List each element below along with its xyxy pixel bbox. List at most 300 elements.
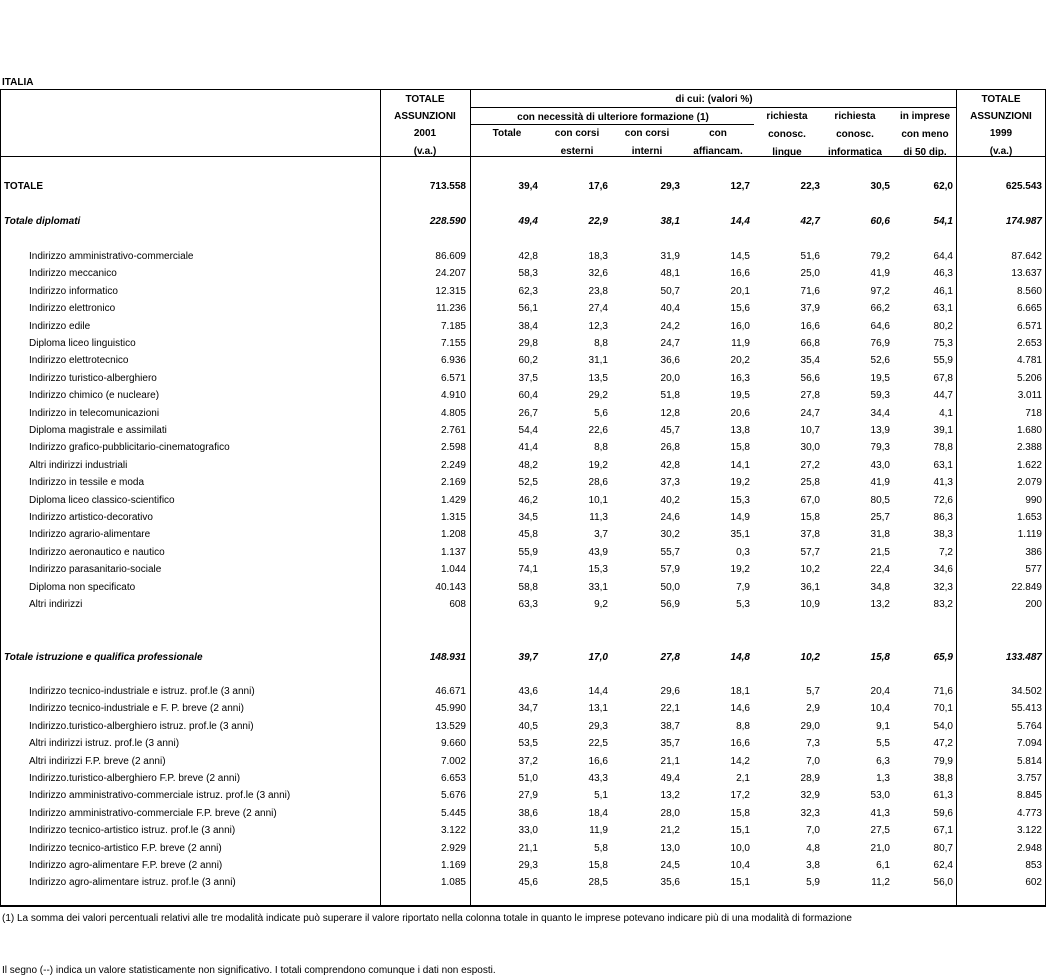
row-istruzione-value: 61,3	[933, 790, 953, 802]
row-istruzione-value: 70,1	[933, 703, 953, 715]
row-istruzione-value: 55.413	[1011, 703, 1042, 715]
row-istruzione-value: 27,5	[870, 825, 890, 837]
row-istruzione-value: 59,6	[933, 807, 953, 819]
row-diplomati-label: Indirizzo in telecomunicazioni	[29, 407, 160, 419]
row-istruzione-value: 853	[1025, 860, 1042, 871]
row-diplomati-value: 30,2	[660, 529, 680, 541]
row-diplomati-value: 6.571	[440, 372, 466, 384]
row-diplomati-value: 22,6	[588, 425, 608, 436]
row-istruzione-value: 2,1	[736, 773, 750, 784]
formazione-underline	[470, 124, 754, 125]
row-istruzione-label: Indirizzo tecnico-industriale e F. P. breve (2 anni)	[29, 703, 244, 715]
row-istruzione-label: Indirizzo tecnico-artistico F.P. breve (2 anni)	[29, 842, 222, 854]
row-diplomati-value: 10,7	[800, 425, 820, 436]
row-diplomati-value: 15,8	[730, 442, 750, 454]
row-istruzione-value: 5.676	[440, 790, 466, 802]
row-istruzione-value: 3.122	[440, 825, 466, 837]
row-diplomati-value: 51,8	[660, 390, 680, 402]
row-totale-value: 625.543	[1005, 181, 1042, 192]
row-diplomati-value: 41,4	[518, 442, 538, 454]
row-diplomati-value: 43,9	[588, 546, 608, 558]
row-istruzione-value: 20,4	[870, 686, 890, 697]
row-diplomati-value: 11,3	[589, 512, 608, 523]
row-diplomati-value: 19,5	[870, 372, 890, 384]
row-istruzione-value: 4.773	[1016, 807, 1042, 819]
row-diplomati-value: 24,2	[660, 320, 680, 332]
table-top-border	[0, 89, 1046, 90]
row-diplomati-value: 14,5	[730, 251, 750, 262]
row-diplomati-value: 37,5	[518, 372, 538, 384]
row-istruzione-value: 49,4	[660, 773, 680, 784]
row-diplomati-value: 79,2	[870, 251, 890, 262]
row-istruzione-value: 7.094	[1016, 738, 1042, 750]
row-totale-istruzione-value: 10,2	[800, 652, 820, 663]
row-diplomati-value: 43,0	[870, 459, 890, 471]
row-diplomati-value: 24,7	[660, 338, 680, 349]
row-istruzione-label: Indirizzo amministrativo-commerciale F.P. breve (2 anni)	[29, 807, 277, 819]
row-istruzione-value: 9.660	[440, 738, 466, 750]
row-istruzione-value: 14,6	[730, 703, 750, 715]
row-diplomati-label: Indirizzo aeronautico e nautico	[29, 546, 165, 558]
row-diplomati-value: 60,4	[518, 390, 538, 402]
row-diplomati-value: 36,6	[660, 355, 680, 367]
row-diplomati-label: Indirizzo artistico-decorativo	[29, 512, 153, 523]
row-diplomati-value: 34,4	[870, 407, 890, 419]
row-totale-value: 22,3	[800, 181, 820, 192]
row-diplomati-label: Diploma magistrale e assimilati	[29, 425, 167, 436]
row-diplomati-value: 56,1	[518, 303, 538, 315]
row-istruzione-value: 18,4	[588, 807, 608, 819]
row-diplomati-value: 5.206	[1016, 372, 1042, 384]
row-istruzione-value: 38,8	[933, 773, 953, 784]
row-diplomati-value: 10,1	[588, 494, 608, 506]
row-diplomati-value: 86,3	[933, 512, 953, 523]
row-istruzione-value: 35,7	[660, 738, 680, 750]
row-diplomati-value: 33,1	[588, 581, 608, 593]
row-diplomati-value: 62,3	[518, 285, 538, 297]
row-totale-diplomati-label: Totale diplomati	[4, 216, 81, 227]
row-diplomati-label: Indirizzo elettrotecnico	[29, 355, 129, 367]
row-istruzione-value: 1.085	[440, 877, 466, 889]
row-diplomati-value: 577	[1025, 564, 1042, 576]
row-istruzione-value: 7,3	[806, 738, 820, 750]
row-istruzione-value: 2.948	[1016, 842, 1042, 854]
row-istruzione-value: 15,8	[588, 860, 608, 871]
row-totale-value: 713.558	[429, 181, 466, 192]
row-diplomati-value: 56,9	[660, 599, 680, 610]
row-istruzione-label: Altri indirizzi F.P. breve (2 anni)	[29, 755, 166, 767]
row-diplomati-value: 990	[1025, 494, 1042, 506]
row-istruzione-value: 4,8	[806, 842, 820, 854]
row-diplomati-value: 46,1	[933, 285, 953, 297]
header-richiesta-lingue: richiesta	[766, 111, 808, 122]
row-diplomati-value: 1.119	[1017, 529, 1042, 541]
row-diplomati-value: 8.560	[1016, 285, 1042, 297]
row-totale-diplomati-value: 14,4	[730, 216, 750, 227]
row-istruzione-value: 7.002	[440, 755, 466, 767]
row-diplomati-value: 76,9	[870, 338, 890, 349]
header-totale-1999-line: ASSUNZIONI	[970, 111, 1032, 122]
row-diplomati-value: 7.185	[440, 320, 466, 332]
row-istruzione-value: 21,1	[518, 842, 538, 854]
row-diplomati-value: 16,3	[730, 372, 750, 384]
row-diplomati-label: Indirizzo turistico-alberghiero	[29, 372, 157, 384]
row-diplomati-value: 20,1	[730, 285, 750, 297]
header-richiesta-lingue: conosc.	[768, 129, 806, 140]
header-imprese: in imprese	[899, 111, 951, 122]
row-diplomati-value: 20,2	[730, 355, 750, 367]
row-diplomati-value: 42,8	[660, 459, 680, 471]
row-diplomati-value: 24,6	[660, 512, 680, 523]
row-diplomati-value: 8,8	[594, 338, 608, 349]
row-diplomati-label: Indirizzo grafico-pubblicitario-cinematografico	[29, 442, 230, 454]
row-totale-diplomati-value: 38,1	[660, 216, 680, 227]
row-diplomati-value: 35,1	[730, 529, 750, 541]
row-diplomati-value: 29,2	[588, 390, 608, 402]
row-diplomati-value: 48,1	[660, 268, 680, 280]
row-diplomati-value: 9,2	[594, 599, 608, 610]
row-diplomati-value: 6.571	[1016, 320, 1042, 332]
row-istruzione-value: 16,6	[588, 755, 608, 767]
row-diplomati-value: 35,4	[800, 355, 820, 367]
row-diplomati-value: 42,8	[518, 251, 538, 262]
row-diplomati-value: 18,3	[588, 251, 608, 262]
row-diplomati-value: 2.761	[440, 425, 466, 436]
row-istruzione-value: 21,2	[660, 825, 680, 837]
row-diplomati-value: 11.236	[436, 303, 466, 315]
header-totale-2001-line: TOTALE	[405, 94, 445, 105]
row-diplomati-value: 79,3	[870, 442, 890, 454]
row-totale-diplomati-value: 49,4	[518, 216, 538, 227]
row-diplomati-value: 50,0	[660, 581, 680, 593]
row-diplomati-value: 71,6	[800, 285, 820, 297]
row-diplomati-value: 4,1	[939, 407, 953, 419]
row-diplomati-value: 15,3	[730, 494, 750, 506]
row-diplomati-value: 32,3	[933, 581, 953, 593]
row-diplomati-value: 37,3	[660, 477, 680, 489]
header-totale-2001-line: ASSUNZIONI	[394, 111, 456, 122]
row-diplomati-value: 1.315	[440, 512, 466, 523]
row-diplomati-value: 55,9	[518, 546, 538, 558]
row-diplomati-value: 19,5	[730, 390, 750, 402]
row-diplomati-value: 2.249	[440, 459, 466, 471]
row-istruzione-value: 62,4	[933, 860, 953, 871]
row-diplomati-value: 34,8	[870, 581, 890, 593]
row-istruzione-value: 2,9	[806, 703, 820, 715]
row-diplomati-value: 1.680	[1016, 425, 1042, 436]
row-diplomati-value: 13,2	[870, 599, 890, 610]
row-istruzione-value: 10,4	[870, 703, 890, 715]
header-bottom-border	[0, 156, 1046, 157]
row-diplomati-value: 16,6	[730, 268, 750, 280]
row-diplomati-value: 40,2	[660, 494, 680, 506]
row-totale-value: 62,0	[933, 181, 953, 192]
row-istruzione-value: 15,1	[730, 825, 750, 837]
row-diplomati-label: Altri indirizzi industriali	[29, 459, 128, 471]
row-diplomati-value: 80,5	[870, 494, 890, 506]
row-istruzione-value: 40,5	[518, 720, 538, 732]
row-diplomati-value: 75,3	[933, 338, 953, 349]
row-istruzione-value: 37,2	[518, 755, 538, 767]
row-diplomati-label: Indirizzo informatico	[29, 285, 118, 297]
row-totale-label: TOTALE	[4, 181, 44, 192]
row-diplomati-value: 64,6	[870, 320, 890, 332]
row-totale-istruzione-value: 39,7	[518, 652, 538, 663]
header-sub-col: affiancam.	[693, 146, 743, 157]
header-con-necessita: con necessità di ulteriore formazione (1)	[517, 112, 709, 123]
row-diplomati-value: 16,6	[800, 320, 820, 332]
row-diplomati-value: 87.642	[1011, 251, 1042, 262]
row-totale-diplomati-value: 22,9	[588, 216, 608, 227]
row-istruzione-value: 6,3	[876, 755, 890, 767]
header-di-cui: di cui: (valori %)	[675, 94, 753, 105]
row-diplomati-value: 64,4	[933, 251, 953, 262]
row-diplomati-value: 67,0	[800, 494, 820, 506]
row-istruzione-value: 17,2	[730, 790, 750, 802]
row-istruzione-value: 21,1	[660, 755, 680, 767]
row-istruzione-value: 5,8	[594, 842, 608, 854]
row-istruzione-label: Altri indirizzi istruz. prof.le (3 anni)	[29, 738, 180, 750]
row-diplomati-value: 74,1	[518, 564, 538, 576]
row-istruzione-value: 5,5	[876, 738, 890, 750]
row-diplomati-value: 718	[1025, 407, 1042, 419]
row-diplomati-value: 45,8	[518, 529, 538, 541]
row-diplomati-label: Indirizzo elettronico	[29, 303, 116, 315]
row-istruzione-value: 5,7	[806, 686, 820, 697]
row-totale-diplomati-value: 174.987	[1005, 216, 1042, 227]
row-istruzione-label: Indirizzo.turistico-alberghiero F.P. breve (2 anni)	[29, 773, 241, 784]
header-sub-col: con corsi	[554, 128, 600, 139]
row-istruzione-value: 34.502	[1011, 686, 1042, 697]
row-diplomati-value: 19,2	[588, 459, 608, 471]
row-totale-istruzione-label: Totale istruzione e qualifica professionale	[4, 652, 203, 663]
row-diplomati-value: 37,9	[800, 303, 820, 315]
row-diplomati-value: 4.781	[1016, 355, 1042, 367]
header-totale-2001-line: 2001	[413, 128, 437, 139]
row-diplomati-value: 52,5	[518, 477, 538, 489]
row-istruzione-value: 29,0	[800, 720, 820, 732]
row-diplomati-label: Indirizzo chimico (e nucleare)	[29, 390, 160, 402]
row-istruzione-label: Indirizzo.turistico-alberghiero istruz. prof.le (3 anni)	[29, 720, 254, 732]
row-istruzione-value: 11,9	[589, 825, 608, 837]
row-diplomati-value: 50,7	[660, 285, 680, 297]
row-istruzione-value: 11,2	[871, 877, 890, 889]
row-diplomati-value: 19,2	[730, 564, 750, 576]
row-istruzione-value: 13.529	[435, 720, 466, 732]
row-diplomati-value: 59,3	[870, 390, 890, 402]
row-istruzione-value: 5.814	[1016, 755, 1042, 767]
row-diplomati-value: 66,2	[870, 303, 890, 315]
di-cui-underline	[470, 107, 956, 108]
row-istruzione-value: 45,6	[518, 877, 538, 889]
row-diplomati-value: 14,9	[730, 512, 750, 523]
row-diplomati-value: 66,8	[800, 338, 820, 349]
row-diplomati-value: 2.598	[440, 442, 466, 454]
row-diplomati-value: 11,9	[731, 338, 750, 349]
row-diplomati-value: 2.653	[1016, 338, 1042, 349]
row-totale-istruzione-value: 17,0	[588, 652, 608, 663]
row-istruzione-value: 29,3	[518, 860, 538, 871]
row-diplomati-value: 41,9	[870, 477, 890, 489]
row-diplomati-value: 5,3	[736, 599, 750, 610]
row-diplomati-value: 1.622	[1016, 459, 1042, 471]
header-richiesta-lingue: lingue	[772, 147, 802, 158]
row-totale-diplomati-value: 42,7	[800, 216, 820, 227]
row-diplomati-label: Indirizzo agrario-alimentare	[29, 529, 151, 541]
row-istruzione-value: 33,0	[518, 825, 538, 837]
row-diplomati-value: 20,6	[730, 407, 750, 419]
row-diplomati-value: 19,2	[730, 477, 750, 489]
row-diplomati-value: 200	[1025, 599, 1042, 610]
row-diplomati-value: 1.137	[440, 546, 466, 558]
row-istruzione-value: 54,0	[933, 720, 953, 732]
row-diplomati-value: 78,8	[933, 442, 953, 454]
row-diplomati-value: 38,4	[518, 320, 538, 332]
row-istruzione-value: 7,0	[806, 755, 820, 767]
row-istruzione-label: Indirizzo agro-alimentare istruz. prof.le (3 anni)	[29, 877, 236, 889]
row-diplomati-label: Indirizzo amministrativo-commerciale	[29, 251, 194, 262]
row-diplomati-value: 15,8	[800, 512, 820, 523]
row-diplomati-value: 27,2	[800, 459, 820, 471]
row-diplomati-value: 63,3	[518, 599, 538, 610]
row-istruzione-label: Indirizzo tecnico-artistico istruz. prof.le (3 anni)	[29, 825, 236, 837]
row-diplomati-value: 3.011	[1017, 390, 1042, 402]
row-istruzione-value: 79,9	[933, 755, 953, 767]
header-richiesta-informatica: conosc.	[836, 129, 874, 140]
row-diplomati-value: 2.079	[1016, 477, 1042, 489]
row-diplomati-value: 60,2	[518, 355, 538, 367]
row-istruzione-value: 28,0	[660, 807, 680, 819]
row-totale-value: 17,6	[588, 181, 608, 192]
row-istruzione-value: 53,5	[518, 738, 538, 750]
row-diplomati-value: 57,7	[800, 546, 820, 558]
row-diplomati-value: 1.208	[440, 529, 466, 541]
row-diplomati-value: 20,0	[660, 372, 680, 384]
row-istruzione-value: 41,3	[870, 807, 890, 819]
row-diplomati-value: 22,4	[870, 564, 890, 576]
row-diplomati-value: 24,7	[800, 407, 820, 419]
row-istruzione-value: 6,1	[876, 860, 890, 871]
row-istruzione-value: 43,6	[518, 686, 538, 697]
row-istruzione-value: 3.122	[1016, 825, 1042, 837]
region-title: ITALIA	[2, 77, 34, 88]
row-diplomati-value: 7.155	[440, 338, 466, 349]
row-diplomati-value: 56,6	[800, 372, 820, 384]
row-diplomati-value: 30,0	[800, 442, 820, 454]
row-diplomati-value: 7,2	[939, 546, 953, 558]
row-diplomati-value: 8,8	[594, 442, 608, 454]
header-sub-col: Totale	[492, 128, 522, 139]
row-istruzione-value: 18,1	[730, 686, 750, 697]
row-istruzione-value: 1.169	[440, 860, 466, 871]
row-istruzione-value: 22,1	[660, 703, 680, 715]
row-diplomati-value: 4.910	[440, 390, 466, 402]
row-diplomati-value: 13,5	[588, 372, 608, 384]
row-diplomati-value: 40.143	[435, 581, 466, 593]
row-diplomati-label: Diploma non specificato	[29, 581, 136, 593]
row-istruzione-value: 38,7	[660, 720, 680, 732]
row-diplomati-value: 1.653	[1016, 512, 1042, 523]
row-diplomati-value: 36,1	[800, 581, 820, 593]
row-istruzione-value: 13,2	[660, 790, 680, 802]
row-istruzione-value: 35,6	[660, 877, 680, 889]
row-istruzione-value: 1,3	[876, 773, 890, 784]
row-diplomati-value: 13,8	[730, 425, 750, 436]
row-diplomati-value: 46,3	[933, 268, 953, 280]
row-diplomati-value: 63,1	[933, 459, 953, 471]
row-diplomati-value: 39,1	[933, 425, 953, 436]
row-diplomati-value: 7,9	[736, 581, 750, 593]
header-sub-col: esterni	[560, 146, 594, 157]
row-diplomati-value: 55,9	[933, 355, 953, 367]
row-totale-istruzione-value: 148.931	[429, 652, 466, 663]
row-istruzione-value: 5,9	[806, 877, 820, 889]
row-totale-istruzione-value: 14,8	[730, 652, 750, 663]
row-istruzione-label: Indirizzo tecnico-industriale e istruz. prof.le (3 anni)	[29, 686, 255, 697]
footnote-1: (1) La somma dei valori percentuali relativi alle tre modalità indicate può superare il valore riportato nella colonna totale in quanto le imprese potevano indicare più di una modalità di formazione	[2, 913, 852, 924]
row-istruzione-value: 24,5	[660, 860, 680, 871]
row-istruzione-value: 10,0	[730, 842, 750, 854]
row-diplomati-value: 21,5	[870, 546, 890, 558]
header-sub-col: con corsi	[624, 128, 670, 139]
row-diplomati-value: 83,2	[933, 599, 953, 610]
row-diplomati-value: 24.207	[435, 268, 466, 280]
row-totale-diplomati-value: 54,1	[933, 216, 953, 227]
row-diplomati-value: 16,0	[730, 320, 750, 332]
row-diplomati-value: 2.169	[440, 477, 466, 489]
row-diplomati-value: 10,9	[800, 599, 820, 610]
header-totale-1999-line: (v.a.)	[989, 146, 1013, 157]
table-left-border	[0, 89, 1, 906]
row-diplomati-value: 23,8	[588, 285, 608, 297]
row-istruzione-value: 10,4	[730, 860, 750, 871]
row-diplomati-value: 28,6	[588, 477, 608, 489]
col-divider-label	[380, 89, 381, 906]
row-istruzione-value: 28,5	[588, 877, 608, 889]
row-istruzione-value: 14,2	[730, 755, 750, 767]
row-istruzione-value: 45.990	[435, 703, 466, 715]
table-bottom-border	[0, 905, 1046, 907]
row-diplomati-value: 58,3	[518, 268, 538, 280]
row-diplomati-value: 51,6	[800, 251, 820, 262]
row-diplomati-value: 29,8	[518, 338, 538, 349]
row-diplomati-value: 2.388	[1016, 442, 1042, 454]
row-diplomati-value: 386	[1025, 546, 1042, 558]
row-diplomati-value: 55,7	[660, 546, 680, 558]
footnote-2: Il segno (--) indica un valore statisticamente non significativo. I totali comprendono comunque i dati non esposti.	[2, 965, 496, 976]
row-diplomati-value: 6.936	[440, 355, 466, 367]
row-totale-istruzione-value: 133.487	[1005, 652, 1042, 663]
row-diplomati-value: 0,3	[736, 546, 750, 558]
row-diplomati-value: 31,9	[660, 251, 680, 262]
row-totale-istruzione-value: 65,9	[933, 652, 953, 663]
row-diplomati-label: Indirizzo parasanitario-sociale	[29, 564, 162, 576]
row-diplomati-value: 31,8	[870, 529, 890, 541]
row-istruzione-value: 29,6	[660, 686, 680, 697]
row-diplomati-value: 4.805	[440, 407, 466, 419]
row-totale-value: 30,5	[870, 181, 890, 192]
row-diplomati-value: 54,4	[518, 425, 538, 436]
row-diplomati-value: 1.429	[440, 494, 466, 506]
row-diplomati-value: 32,6	[588, 268, 608, 280]
row-diplomati-value: 97,2	[870, 285, 890, 297]
row-diplomati-value: 22.849	[1011, 581, 1042, 593]
row-diplomati-label: Diploma liceo linguistico	[29, 338, 136, 349]
row-istruzione-value: 9,1	[876, 720, 890, 732]
row-istruzione-value: 5.445	[440, 807, 466, 819]
row-istruzione-value: 29,3	[588, 720, 608, 732]
header-totale-1999-line: TOTALE	[981, 94, 1021, 105]
